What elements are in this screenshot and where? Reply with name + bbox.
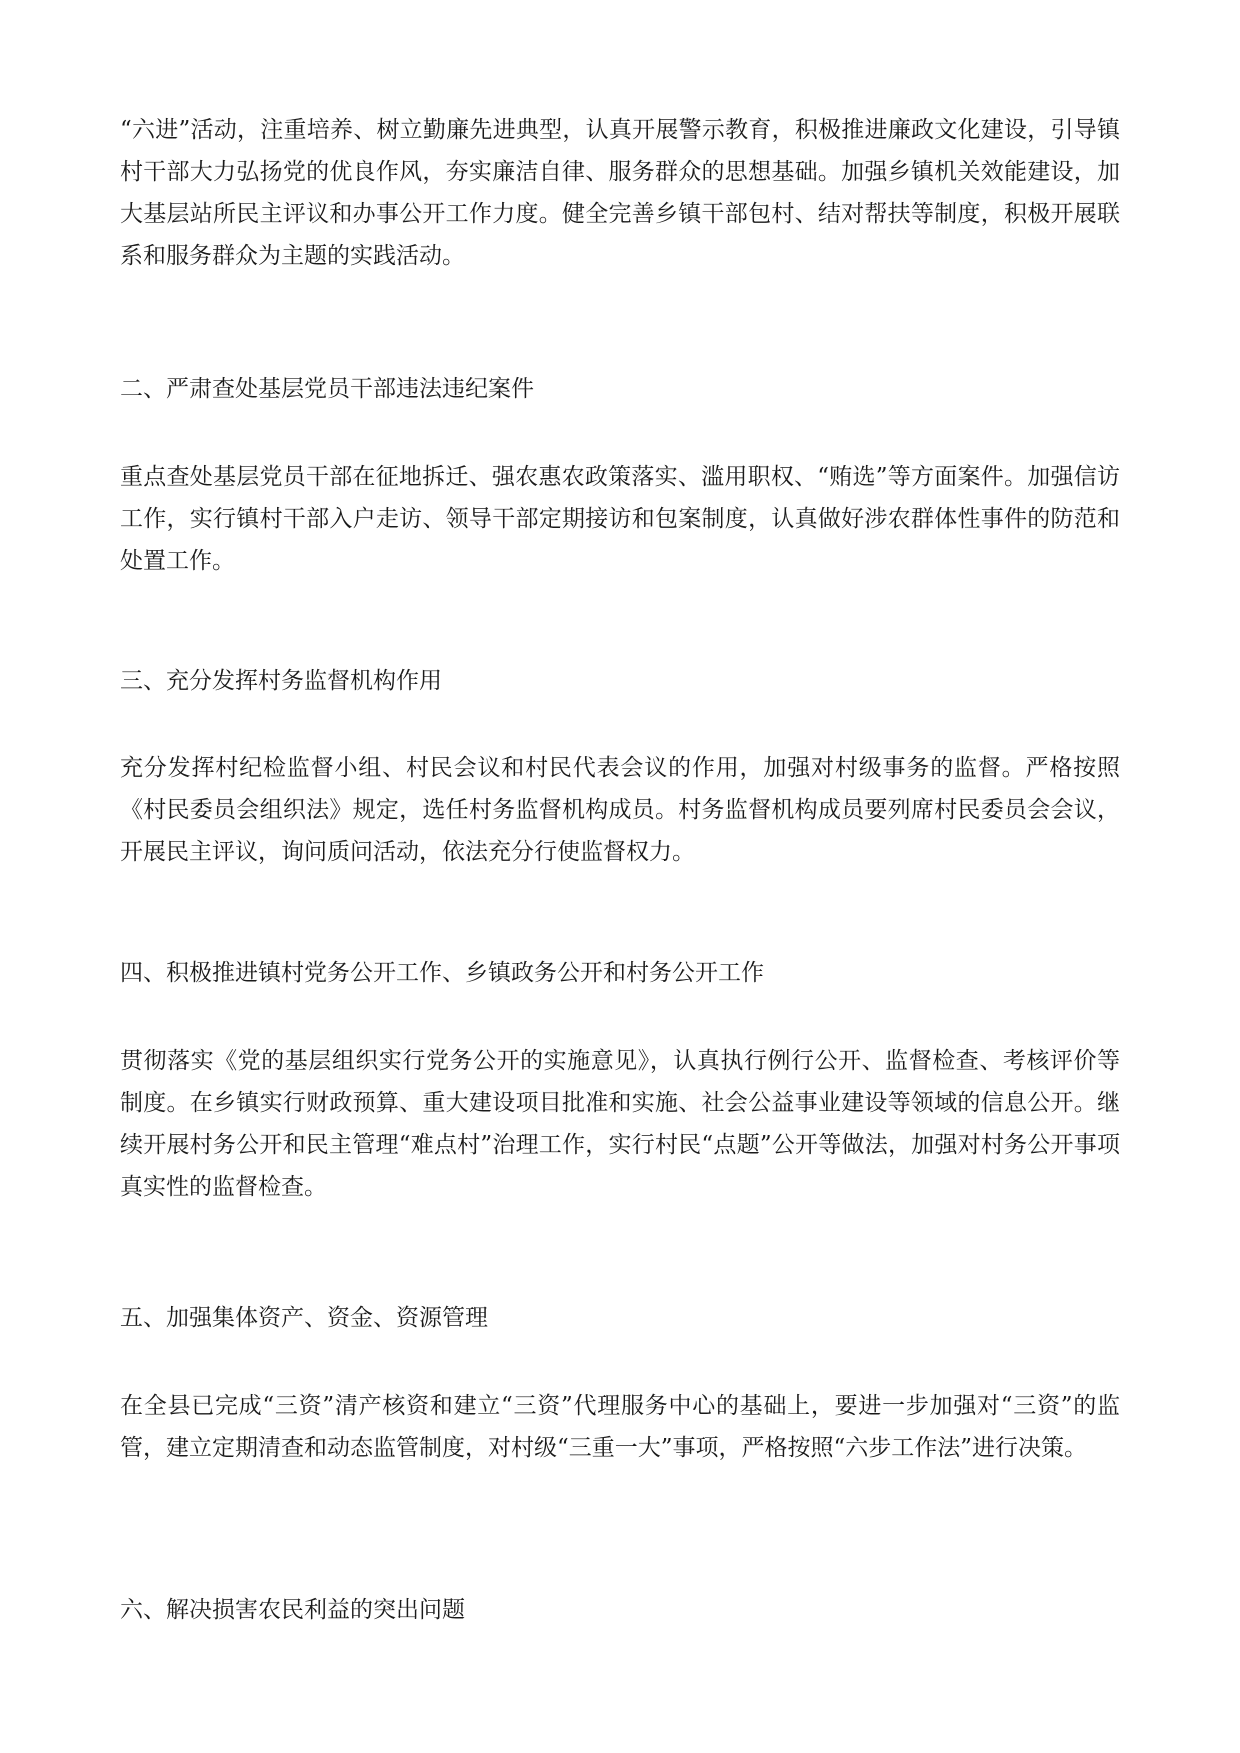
paragraph-affairs-disclosure: 贯彻落实《党的基层组织实行党务公开的实施意见》，认真执行例行公开、监督检查、考核评价等制度。在乡镇实行财政预算、重大建设项目批准和实施、社会公益事业建设等领域的信息公开。继续开展村务公开和民主管理“难点村”治理工作，实行村民“点题”公开等做法，加强对村务公开事项真实性的监督检查。: [120, 1048, 1120, 1200]
paragraph-collective-assets: 在全县已完成“三资”清产核资和建立“三资”代理服务中心的基础上，要进一步加强对“三资”的监管，建立定期清查和动态监管制度，对村级“三重一大”事项，严格按照“六步工作法”进行决策。: [120, 1393, 1120, 1461]
heading-section-2: 二、严肃查处基层党员干部违法违纪案件: [120, 376, 534, 402]
paragraph-village-supervision: 充分发挥村纪检监督小组、村民会议和村民代表会议的作用，加强对村级事务的监督。严格按照《村民委员会组织法》规定，选任村务监督机构成员。村务监督机构成员要列席村民委员会会议，开展民主评议，询问质问活动，依法充分行使监督权力。: [120, 755, 1120, 865]
paragraph-investigate-cases: 重点查处基层党员干部在征地拆迁、强农惠农政策落实、滥用职权、“贿选”等方面案件。加强信访工作，实行镇村干部入户走访、领导干部定期接访和包案制度，认真做好涉农群体性事件的防范和处置工作。: [120, 464, 1120, 574]
heading-section-4: 四、积极推进镇村党务公开工作、乡镇政务公开和村务公开工作: [120, 960, 764, 986]
heading-section-6: 六、解决损害农民利益的突出问题: [120, 1597, 465, 1623]
heading-section-5: 五、加强集体资产、资金、资源管理: [120, 1305, 488, 1331]
paragraph-clean-government-culture: “六进”活动，注重培养、树立勤廉先进典型，认真开展警示教育，积极推进廉政文化建设，引导镇村干部大力弘扬党的优良作风，夯实廉洁自律、服务群众的思想基础。加强乡镇机关效能建设，加大基层站所民主评议和办事公开工作力度。健全完善乡镇干部包村、结对帮扶等制度，积极开展联系和服务群众为主题的实践活动。: [120, 117, 1120, 269]
heading-section-3: 三、充分发挥村务监督机构作用: [120, 668, 442, 694]
